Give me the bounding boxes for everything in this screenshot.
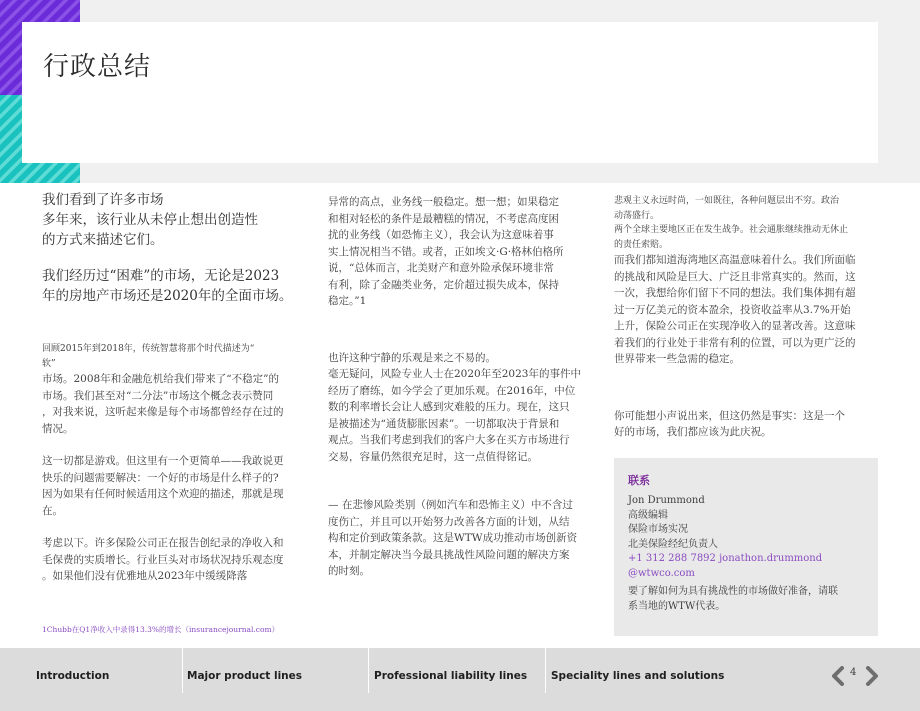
paragraph bbox=[42, 371, 302, 437]
nav-major-product-lines[interactable] bbox=[183, 648, 368, 711]
text-line: 软” bbox=[42, 358, 56, 369]
nav-label: Professional liability lines bbox=[374, 670, 528, 682]
text-line: 好的市场，我们都应该为此庆祝。 bbox=[614, 426, 772, 438]
text-line: 系当地的WTW代表。 bbox=[628, 600, 726, 612]
paragraph bbox=[614, 194, 876, 223]
text-line: 说，“总体而言，北美财产和意外险承保环境非常 bbox=[328, 262, 554, 274]
column-3 bbox=[614, 190, 876, 441]
intro-subheading bbox=[42, 266, 302, 306]
text-line: 实上情况相当不错。或者，正如埃文·G·格林伯格所 bbox=[328, 245, 564, 258]
paragraph bbox=[614, 252, 876, 368]
intro-line: 我们经历过“困难”的市场，无论是2023 bbox=[42, 268, 280, 284]
nav-speciality-lines[interactable] bbox=[546, 648, 816, 711]
text-line: 考虑以下。许多保险公司正在报告创纪录的净收入和 bbox=[42, 537, 284, 549]
text-line: 扰的业务线（如恐怖主义），我会认为这意味着事 bbox=[328, 229, 554, 241]
contact-role: 北美保险经纪负责人 bbox=[628, 538, 718, 550]
text-line: 也许这种宁静的乐观是来之不易的。 bbox=[328, 351, 496, 364]
intro-line: 我们看到了许多市场 bbox=[42, 192, 164, 208]
text-line: 经历了磨练，如今学会了更加乐观。在2016年，中位 bbox=[328, 384, 576, 397]
text-line: 上升，保险公司正在实现净收入的显著改善。这意味 bbox=[614, 320, 856, 332]
nav-introduction[interactable] bbox=[0, 648, 182, 711]
contact-cta bbox=[628, 585, 868, 614]
text-line: ，对我来说，这听起来像是每个市场都曾经存在过的 bbox=[42, 406, 284, 418]
bottom-nav bbox=[0, 648, 920, 711]
title-card bbox=[22, 22, 878, 163]
paragraph bbox=[614, 408, 876, 441]
text-line: 交易，容量仍然很充足时，这一点值得铭记。 bbox=[328, 450, 538, 463]
text-line: 是被描述为“通货膨胀因素”。一切都取决于背景和 bbox=[328, 417, 560, 430]
nav-professional-liability-lines[interactable] bbox=[369, 648, 545, 711]
column-1 bbox=[42, 190, 302, 585]
nav-label: Speciality lines and solutions bbox=[551, 670, 725, 682]
text-line: 情况。 bbox=[42, 422, 74, 435]
text-line: 着我们的行业处于非常有利的位置，可以为更广泛的 bbox=[614, 336, 856, 349]
text-line: 异常的高点，业务线一般稳定。想一想；如果稳定 bbox=[328, 196, 559, 208]
header-band bbox=[0, 0, 920, 183]
footnote-link[interactable]: 1Chubb在Q1净收入中录得13.3%的增长（insurancejournal.com） bbox=[42, 625, 280, 634]
paragraph bbox=[328, 497, 590, 580]
contact-heading: 联系 bbox=[628, 474, 650, 487]
nav-label: Major product lines bbox=[187, 670, 303, 682]
text-line: 观点。当我们考虑到我们的客户大多在买方市场进行 bbox=[328, 434, 570, 446]
text-line: 悲观主义永远时尚，一如既往，各种问题层出不穷。政治 bbox=[614, 196, 840, 206]
text-line: 。如果他们没有优雅地从2023年中缓缓降落 bbox=[42, 570, 248, 582]
text-line: 两个全球主要地区正在发生战争。社会通胀继续推动无休止 bbox=[614, 225, 849, 235]
text-line: 市场。我们甚至对“二分法”市场这个概念表示赞同 bbox=[42, 389, 274, 402]
text-line: 过一万亿美元的资本盈余，投资收益率从3.7%开始 bbox=[614, 303, 851, 316]
nav-label: Introduction bbox=[36, 670, 110, 682]
contact-role: 保险市场实况 bbox=[628, 524, 688, 535]
text-line: 而我们都知道海湾地区高温意味着什么。我们所面临 bbox=[614, 254, 856, 266]
page-title: 行政总结 bbox=[43, 52, 152, 82]
page-pager bbox=[826, 662, 886, 690]
paragraph bbox=[614, 223, 876, 252]
text-line: 你可能想小声说出来，但这仍然是事实：这是一个 bbox=[614, 409, 845, 422]
text-line: 的责任索赔。 bbox=[614, 239, 669, 250]
text-line: 度伤亡，并且可以开始努力改善各方面的计划，从结 bbox=[328, 515, 570, 528]
text-line: 毫无疑问，风险专业人士在2020年至2023年的事件中 bbox=[328, 368, 581, 380]
paragraph bbox=[328, 194, 590, 310]
chevron-left-icon[interactable] bbox=[830, 666, 846, 686]
text-line: 要了解如何为具有挑战性的市场做好准备，请联 bbox=[628, 586, 838, 597]
intro-line: 年的房地产市场还是2020年的全面市场。 bbox=[42, 288, 293, 304]
paragraph bbox=[42, 453, 302, 519]
paragraph bbox=[328, 350, 590, 466]
text-line: 因为如果有任何时候适用这个欢迎的描述，那就是现 bbox=[42, 488, 284, 500]
column-2 bbox=[328, 190, 590, 580]
text-line: 本，并制定解决当今最具挑战性风险问题的解决方案 bbox=[328, 548, 570, 561]
text-line: 世界带来一些急需的稳定。 bbox=[614, 353, 740, 365]
text-line: 的时刻。 bbox=[328, 565, 370, 577]
text-line: 一次，我想给你们留下不同的想法。我们集体拥有超 bbox=[614, 287, 856, 299]
paragraph bbox=[42, 342, 302, 371]
text-line: 的挑战和风险是巨大、广泛且非常真实的。然而，这 bbox=[614, 270, 856, 283]
page-number: 4 bbox=[850, 667, 857, 678]
text-line: 回顾2015年到2018年，传统智慧将那个时代描述为“ bbox=[42, 344, 255, 354]
text-line: 动荡盛行。 bbox=[614, 210, 660, 221]
paragraph bbox=[42, 535, 302, 585]
text-line: 这一切都是游戏。但这里有一个更简单——我敢说更 bbox=[42, 455, 284, 467]
text-line: 构和定价到政策条款。这是WTW成功推动市场创新资 bbox=[328, 532, 578, 544]
text-line: 毛保费的实质增长。行业巨头对市场状况持乐观态度 bbox=[42, 553, 284, 566]
text-line: 稳定。”1 bbox=[328, 295, 367, 307]
text-line: 在。 bbox=[42, 504, 63, 517]
chevron-right-icon[interactable] bbox=[864, 666, 880, 686]
contact-role: 高级编辑 bbox=[628, 509, 668, 521]
contact-box bbox=[614, 458, 878, 636]
text-line: — 在悲惨风险类别（例如汽车和恐怖主义）中不含过 bbox=[328, 499, 573, 511]
intro-heading bbox=[42, 190, 302, 250]
intro-line: 的方式来描述它们。 bbox=[42, 232, 164, 248]
contact-email-link[interactable]: +1 312 288 7892 jonathon.drummond bbox=[628, 553, 823, 564]
intro-line: 多年来，该行业从未停止想出创造性 bbox=[42, 212, 258, 228]
text-line: 市场。2008年和金融危机给我们带来了“不稳定”的 bbox=[42, 373, 279, 385]
contact-email-domain[interactable]: @wtwco.com bbox=[628, 567, 695, 579]
text-line: 有利，除了金融类业务，定价超过损失成本，保持 bbox=[328, 278, 559, 291]
text-line: 数的利率增长会让人感到灾难般的压力。现在，这只 bbox=[328, 401, 570, 413]
contact-name: Jon Drummond bbox=[628, 495, 705, 506]
text-line: 和相对轻松的条件是最糟糕的情况，不考虑高度困 bbox=[328, 212, 559, 225]
text-line: 快乐的问题需要解决：一个好的市场是什么样子的? bbox=[42, 471, 279, 484]
